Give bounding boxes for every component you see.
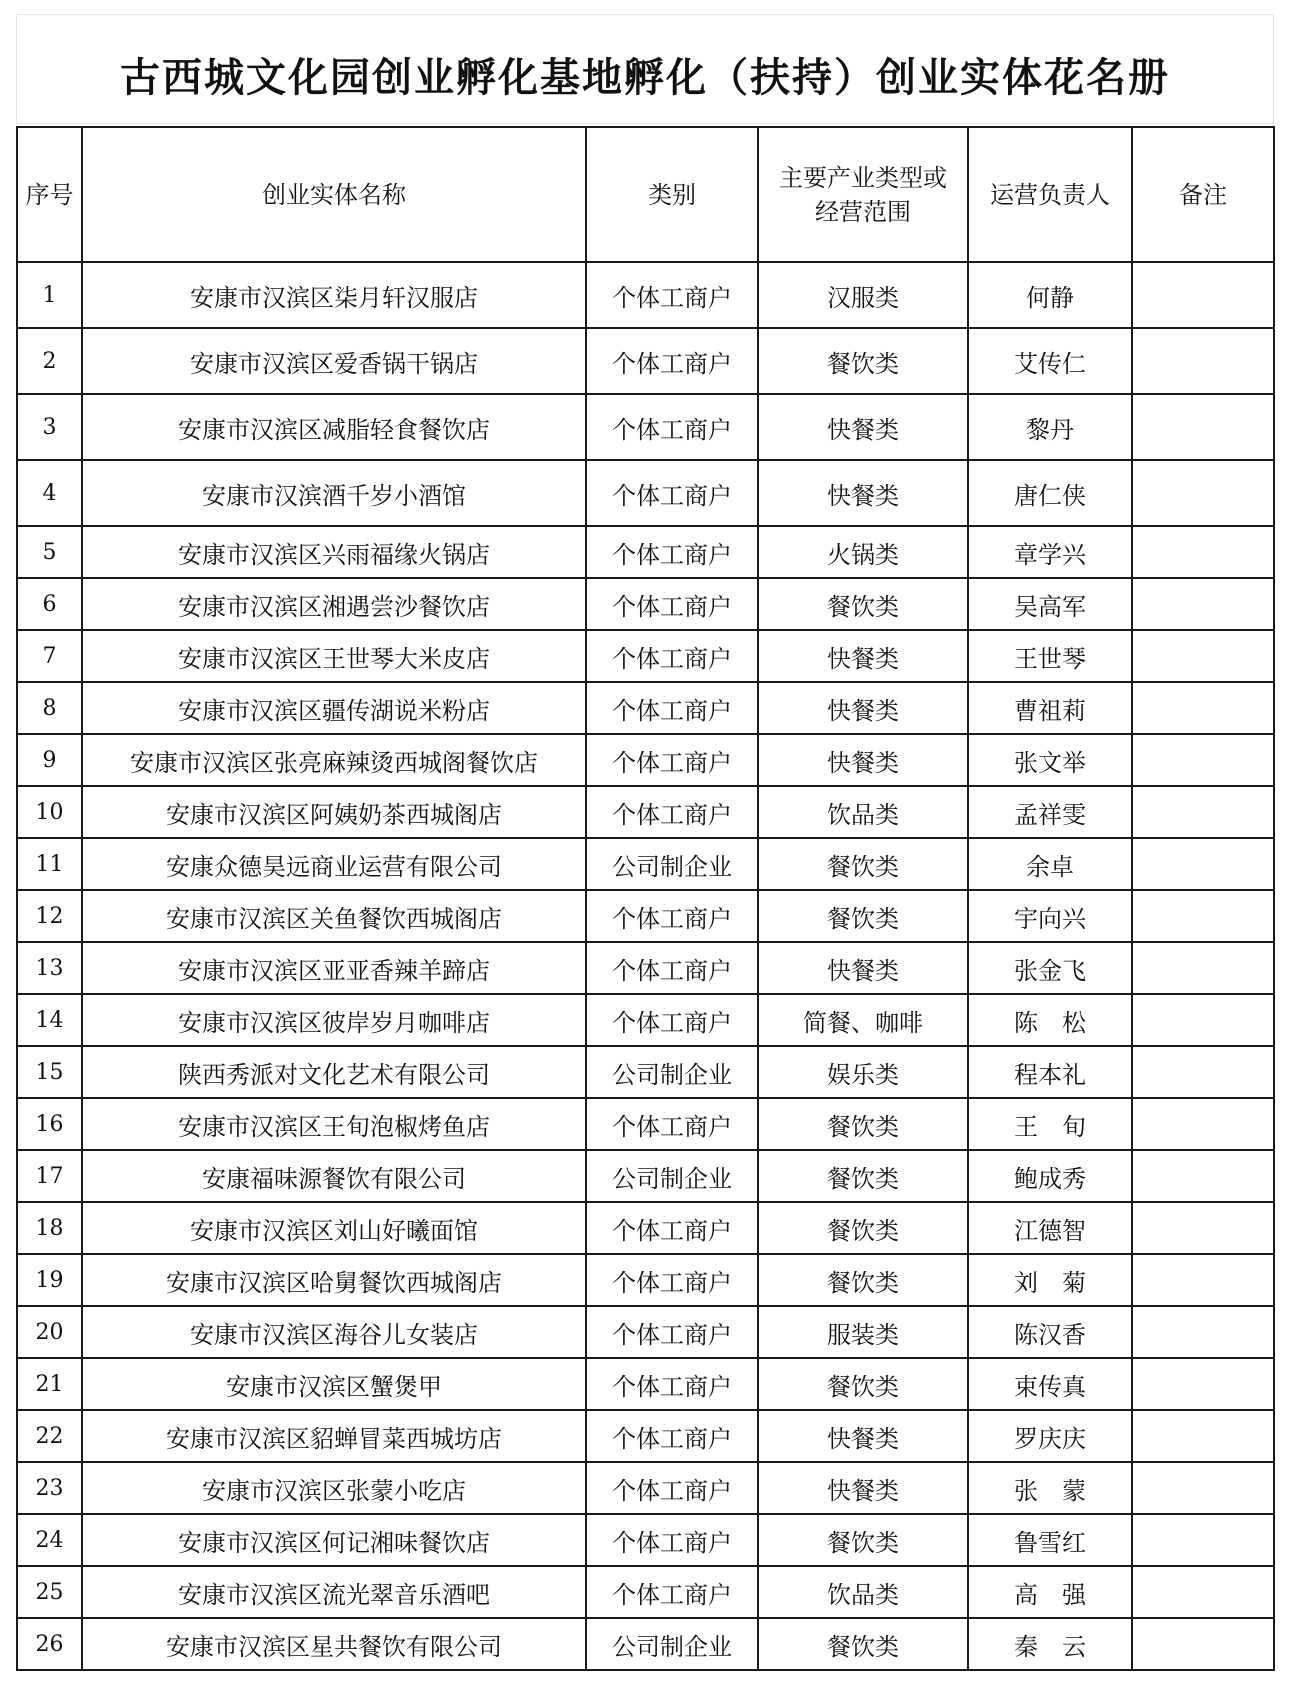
- cell-seq: 16: [17, 1098, 82, 1150]
- table-row: [17, 1514, 1274, 1566]
- cell-category: 个体工商户: [586, 994, 758, 1046]
- table-row: [17, 786, 1274, 838]
- cell-manager: 罗庆庆: [968, 1410, 1132, 1462]
- cell-name: 安康市汉滨区海谷儿女装店: [82, 1306, 586, 1358]
- cell-seq: 20: [17, 1306, 82, 1358]
- cell-remark: [1132, 1514, 1274, 1566]
- cell-remark: [1132, 994, 1274, 1046]
- table-row: [17, 890, 1274, 942]
- table-row: [17, 1462, 1274, 1514]
- cell-category: 公司制企业: [586, 838, 758, 890]
- cell-seq: 18: [17, 1202, 82, 1254]
- table-row: [17, 682, 1274, 734]
- cell-remark: [1132, 262, 1274, 328]
- cell-manager: 程本礼: [968, 1046, 1132, 1098]
- cell-industry: 快餐类: [758, 1462, 968, 1514]
- cell-seq: 2: [17, 328, 82, 394]
- cell-name: 安康市汉滨区亚亚香辣羊蹄店: [82, 942, 586, 994]
- table-row: [17, 734, 1274, 786]
- cell-category: 个体工商户: [586, 890, 758, 942]
- cell-name: 安康市汉滨区柒月轩汉服店: [82, 262, 586, 328]
- cell-industry: 服装类: [758, 1306, 968, 1358]
- cell-industry: 汉服类: [758, 262, 968, 328]
- cell-industry: 餐饮类: [758, 328, 968, 394]
- table-row: [17, 1410, 1274, 1462]
- cell-remark: [1132, 890, 1274, 942]
- cell-category: 个体工商户: [586, 1462, 758, 1514]
- cell-name: 安康市汉滨区王旬泡椒烤鱼店: [82, 1098, 586, 1150]
- cell-category: 个体工商户: [586, 1410, 758, 1462]
- cell-name: 安康市汉滨区阿姨奶茶西城阁店: [82, 786, 586, 838]
- page-title: 古西城文化园创业孵化基地孵化（扶持）创业实体花名册: [120, 54, 1170, 101]
- cell-seq: 8: [17, 682, 82, 734]
- cell-manager: 陈汉香: [968, 1306, 1132, 1358]
- cell-industry: 快餐类: [758, 1410, 968, 1462]
- cell-category: 个体工商户: [586, 1358, 758, 1410]
- cell-industry: 餐饮类: [758, 1358, 968, 1410]
- cell-name: 安康市汉滨区哈舅餐饮西城阁店: [82, 1254, 586, 1306]
- roster-table: [16, 126, 1275, 1671]
- cell-industry: 餐饮类: [758, 1254, 968, 1306]
- cell-manager: 刘 菊: [968, 1254, 1132, 1306]
- cell-remark: [1132, 786, 1274, 838]
- cell-manager: 艾传仁: [968, 328, 1132, 394]
- table-row: [17, 262, 1274, 328]
- cell-remark: [1132, 630, 1274, 682]
- cell-manager: 张金飞: [968, 942, 1132, 994]
- cell-seq: 11: [17, 838, 82, 890]
- cell-remark: [1132, 734, 1274, 786]
- cell-seq: 12: [17, 890, 82, 942]
- cell-category: 个体工商户: [586, 1514, 758, 1566]
- cell-seq: 25: [17, 1566, 82, 1618]
- cell-name: 安康市汉滨区湘遇尝沙餐饮店: [82, 578, 586, 630]
- cell-remark: [1132, 942, 1274, 994]
- header-category: 类别: [586, 127, 758, 262]
- cell-name: 安康市汉滨区减脂轻食餐饮店: [82, 394, 586, 460]
- cell-industry: 快餐类: [758, 630, 968, 682]
- table-row: [17, 1566, 1274, 1618]
- cell-manager: 吴高军: [968, 578, 1132, 630]
- cell-manager: 王 旬: [968, 1098, 1132, 1150]
- cell-remark: [1132, 1150, 1274, 1202]
- cell-manager: 王世琴: [968, 630, 1132, 682]
- cell-remark: [1132, 838, 1274, 890]
- cell-category: 个体工商户: [586, 1566, 758, 1618]
- table-row: [17, 578, 1274, 630]
- header-row: [17, 127, 1274, 262]
- cell-remark: [1132, 460, 1274, 526]
- cell-category: 个体工商户: [586, 786, 758, 838]
- cell-category: 个体工商户: [586, 578, 758, 630]
- cell-seq: 9: [17, 734, 82, 786]
- cell-remark: [1132, 1046, 1274, 1098]
- cell-seq: 15: [17, 1046, 82, 1098]
- cell-name: 安康福味源餐饮有限公司: [82, 1150, 586, 1202]
- cell-category: 个体工商户: [586, 394, 758, 460]
- cell-manager: 张 蒙: [968, 1462, 1132, 1514]
- cell-name: 安康市汉滨区何记湘味餐饮店: [82, 1514, 586, 1566]
- cell-seq: 5: [17, 526, 82, 578]
- cell-category: 公司制企业: [586, 1150, 758, 1202]
- cell-category: 个体工商户: [586, 942, 758, 994]
- cell-seq: 3: [17, 394, 82, 460]
- cell-industry: 快餐类: [758, 460, 968, 526]
- table-row: [17, 1150, 1274, 1202]
- table-row: [17, 942, 1274, 994]
- header-manager: 运营负责人: [968, 127, 1132, 262]
- cell-manager: 鲍成秀: [968, 1150, 1132, 1202]
- cell-seq: 6: [17, 578, 82, 630]
- cell-manager: 何静: [968, 262, 1132, 328]
- cell-name: 安康市汉滨区蟹煲甲: [82, 1358, 586, 1410]
- table-row: [17, 1358, 1274, 1410]
- cell-manager: 陈 松: [968, 994, 1132, 1046]
- cell-industry: 快餐类: [758, 734, 968, 786]
- cell-industry: 娱乐类: [758, 1046, 968, 1098]
- cell-manager: 章学兴: [968, 526, 1132, 578]
- cell-remark: [1132, 526, 1274, 578]
- cell-manager: 宇向兴: [968, 890, 1132, 942]
- cell-name: 安康市汉滨区疆传湖说米粉店: [82, 682, 586, 734]
- cell-remark: [1132, 1254, 1274, 1306]
- cell-seq: 4: [17, 460, 82, 526]
- cell-manager: 江德智: [968, 1202, 1132, 1254]
- cell-remark: [1132, 1462, 1274, 1514]
- cell-seq: 14: [17, 994, 82, 1046]
- cell-industry: 快餐类: [758, 394, 968, 460]
- cell-category: 个体工商户: [586, 1202, 758, 1254]
- table-row: [17, 994, 1274, 1046]
- table-row: [17, 1306, 1274, 1358]
- cell-industry: 火锅类: [758, 526, 968, 578]
- header-remark: 备注: [1132, 127, 1274, 262]
- cell-name: 安康众德昊远商业运营有限公司: [82, 838, 586, 890]
- header-industry: [758, 127, 968, 262]
- cell-name: 安康市汉滨区张亮麻辣烫西城阁餐饮店: [82, 734, 586, 786]
- cell-remark: [1132, 1358, 1274, 1410]
- cell-category: 公司制企业: [586, 1618, 758, 1670]
- cell-name: 陕西秀派对文化艺术有限公司: [82, 1046, 586, 1098]
- cell-name: 安康市汉滨区星共餐饮有限公司: [82, 1618, 586, 1670]
- cell-seq: 19: [17, 1254, 82, 1306]
- cell-category: 个体工商户: [586, 1306, 758, 1358]
- cell-industry: 餐饮类: [758, 1202, 968, 1254]
- cell-name: 安康市汉滨区王世琴大米皮店: [82, 630, 586, 682]
- cell-category: 个体工商户: [586, 1098, 758, 1150]
- cell-manager: 鲁雪红: [968, 1514, 1132, 1566]
- cell-industry: 餐饮类: [758, 890, 968, 942]
- cell-seq: 7: [17, 630, 82, 682]
- cell-remark: [1132, 328, 1274, 394]
- table-row: [17, 1254, 1274, 1306]
- table-row: [17, 1098, 1274, 1150]
- roster-body: [17, 262, 1274, 1670]
- cell-manager: 余卓: [968, 838, 1132, 890]
- cell-manager: 曹祖莉: [968, 682, 1132, 734]
- cell-manager: 唐仁侠: [968, 460, 1132, 526]
- cell-category: 个体工商户: [586, 734, 758, 786]
- cell-industry: 饮品类: [758, 1566, 968, 1618]
- table-row: [17, 1046, 1274, 1098]
- cell-category: 个体工商户: [586, 328, 758, 394]
- cell-seq: 23: [17, 1462, 82, 1514]
- cell-name: 安康市汉滨区兴雨福缘火锅店: [82, 526, 586, 578]
- cell-industry: 餐饮类: [758, 838, 968, 890]
- cell-remark: [1132, 1618, 1274, 1670]
- cell-seq: 21: [17, 1358, 82, 1410]
- header-industry-label: 主要产业类型或经营范围: [779, 163, 947, 226]
- cell-seq: 24: [17, 1514, 82, 1566]
- cell-category: 个体工商户: [586, 630, 758, 682]
- table-row: [17, 1618, 1274, 1670]
- cell-manager: 高 强: [968, 1566, 1132, 1618]
- table-row: [17, 526, 1274, 578]
- header-seq: 序号: [17, 127, 82, 262]
- cell-category: 个体工商户: [586, 262, 758, 328]
- cell-remark: [1132, 682, 1274, 734]
- table-row: [17, 460, 1274, 526]
- cell-name: 安康市汉滨区貂蝉冒菜西城坊店: [82, 1410, 586, 1462]
- cell-seq: 10: [17, 786, 82, 838]
- cell-name: 安康市汉滨区爱香锅干锅店: [82, 328, 586, 394]
- cell-remark: [1132, 1306, 1274, 1358]
- cell-remark: [1132, 578, 1274, 630]
- cell-category: 个体工商户: [586, 526, 758, 578]
- cell-seq: 17: [17, 1150, 82, 1202]
- cell-industry: 饮品类: [758, 786, 968, 838]
- cell-industry: 餐饮类: [758, 1098, 968, 1150]
- cell-manager: 黎丹: [968, 394, 1132, 460]
- cell-industry: 餐饮类: [758, 1150, 968, 1202]
- cell-manager: 秦 云: [968, 1618, 1132, 1670]
- cell-name: 安康市汉滨区彼岸岁月咖啡店: [82, 994, 586, 1046]
- cell-remark: [1132, 1202, 1274, 1254]
- cell-remark: [1132, 1566, 1274, 1618]
- cell-remark: [1132, 1098, 1274, 1150]
- cell-name: 安康市汉滨酒千岁小酒馆: [82, 460, 586, 526]
- cell-industry: 餐饮类: [758, 1514, 968, 1566]
- table-row: [17, 838, 1274, 890]
- table-row: [17, 328, 1274, 394]
- cell-name: 安康市汉滨区刘山好曦面馆: [82, 1202, 586, 1254]
- cell-name: 安康市汉滨区流光翠音乐酒吧: [82, 1566, 586, 1618]
- cell-category: 个体工商户: [586, 682, 758, 734]
- cell-category: 个体工商户: [586, 460, 758, 526]
- cell-category: 个体工商户: [586, 1254, 758, 1306]
- cell-industry: 快餐类: [758, 682, 968, 734]
- table-row: [17, 630, 1274, 682]
- cell-industry: 快餐类: [758, 942, 968, 994]
- cell-industry: 餐饮类: [758, 578, 968, 630]
- cell-name: 安康市汉滨区关鱼餐饮西城阁店: [82, 890, 586, 942]
- cell-industry: 餐饮类: [758, 1618, 968, 1670]
- table-row: [17, 1202, 1274, 1254]
- cell-manager: 张文举: [968, 734, 1132, 786]
- cell-seq: 1: [17, 262, 82, 328]
- cell-remark: [1132, 394, 1274, 460]
- cell-seq: 26: [17, 1618, 82, 1670]
- cell-manager: 束传真: [968, 1358, 1132, 1410]
- cell-category: 公司制企业: [586, 1046, 758, 1098]
- cell-manager: 孟祥雯: [968, 786, 1132, 838]
- cell-seq: 22: [17, 1410, 82, 1462]
- cell-industry: 简餐、咖啡: [758, 994, 968, 1046]
- cell-seq: 13: [17, 942, 82, 994]
- cell-name: 安康市汉滨区张蒙小吃店: [82, 1462, 586, 1514]
- cell-remark: [1132, 1410, 1274, 1462]
- table-row: [17, 394, 1274, 460]
- title-box: [16, 14, 1274, 124]
- header-name: 创业实体名称: [82, 127, 586, 262]
